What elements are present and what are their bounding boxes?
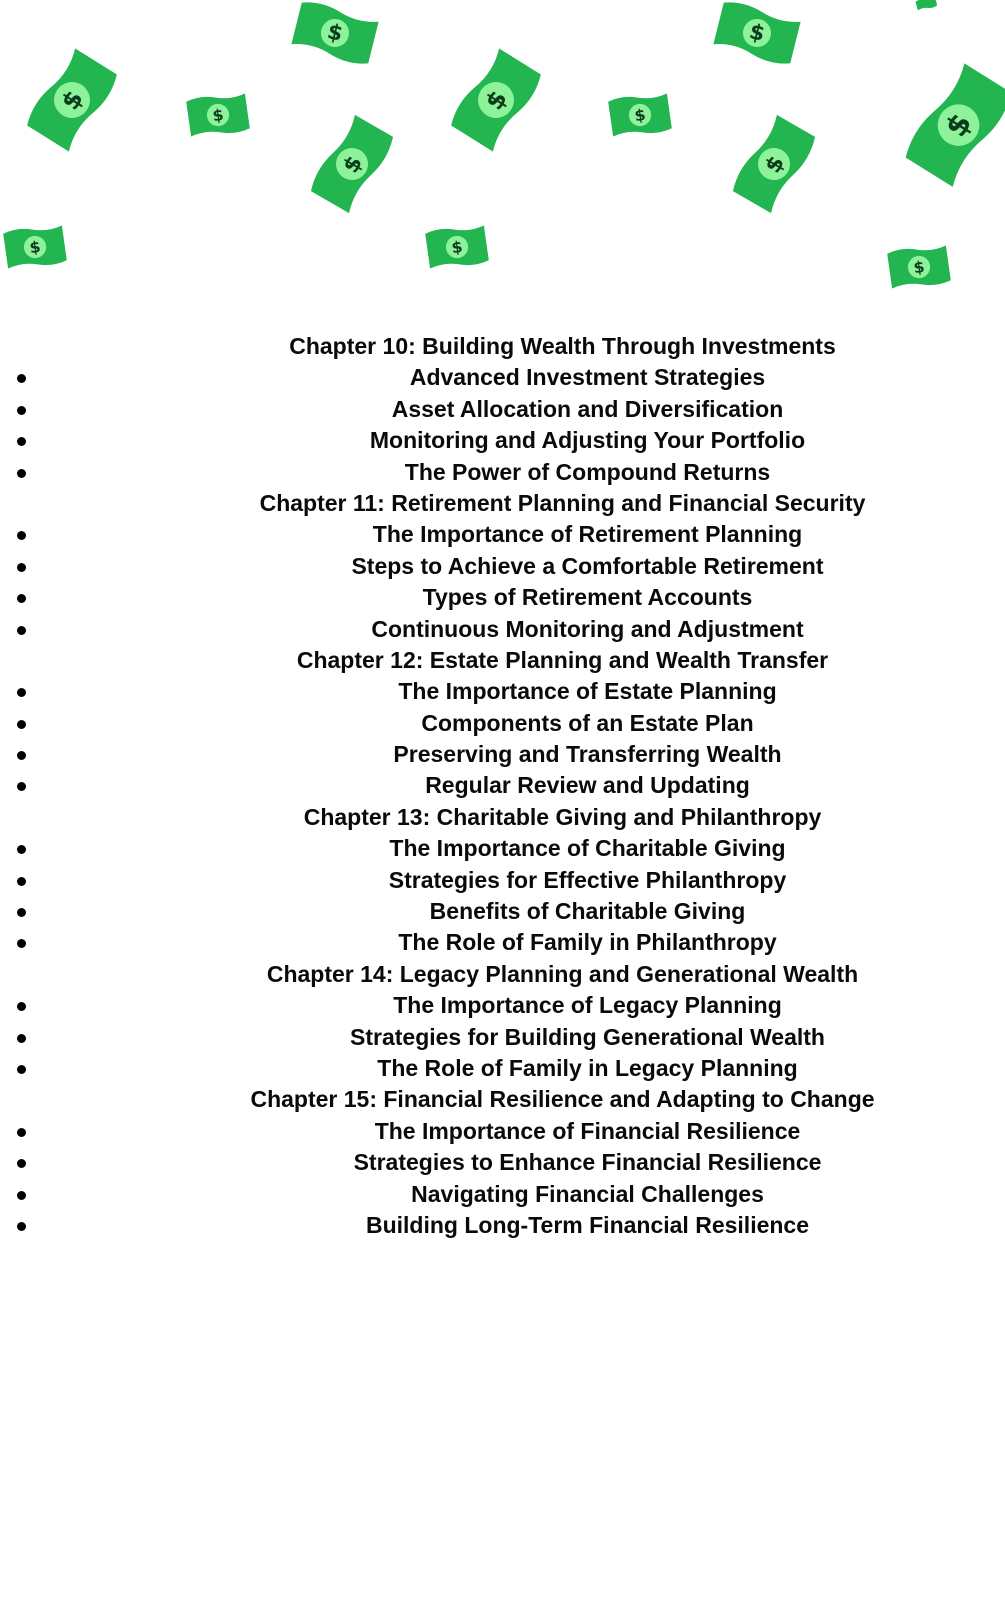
bullet-icon [17,626,26,635]
toc-list-item [0,770,1005,801]
toc-list-item [0,1210,1005,1241]
bullet-icon [17,845,26,854]
dollar-bill-icon [444,48,548,152]
bullet-icon [17,751,26,760]
chapter-heading: Chapter 10: Building Wealth Through Investments [289,333,836,359]
toc-list-item [0,896,1005,927]
toc-list-item [0,425,1005,456]
dollar-bill-icon [902,52,1005,192]
svg-text:$: $ [28,236,42,258]
toc-item-label: The Role of Family in Legacy Planning [377,1054,798,1081]
toc-list-item [0,1022,1005,1053]
toc-item-label: Steps to Achieve a Comfortable Retirement [351,552,824,579]
toc-item-label: Types of Retirement Accounts [422,584,753,611]
svg-text:$: $ [211,104,225,126]
toc-list-item [0,990,1005,1021]
bullet-icon [17,469,26,478]
toc-list-item [0,614,1005,645]
toc-item-label: The Importance of Legacy Planning [393,992,782,1019]
dollar-bill-icon [606,90,674,140]
toc-list-item [0,739,1005,770]
bullet-icon [17,374,26,383]
toc-item-label: The Importance of Charitable Giving [389,835,786,862]
svg-text:$: $ [338,151,368,178]
svg-text:$: $ [324,19,346,48]
dollar-bill-icon [184,90,252,140]
toc-list-item [0,1147,1005,1178]
toc-item-label: Strategies to Enhance Financial Resilience [353,1149,822,1176]
chapter-heading: Chapter 13: Charitable Giving and Philanthropy [303,803,822,830]
bullet-icon [17,1034,26,1043]
toc-item-label: Advanced Investment Strategies [409,364,766,391]
svg-text:$: $ [55,85,89,115]
toc-list-item [0,582,1005,613]
bullet-icon [17,406,26,415]
bullet-icon [17,1002,26,1011]
svg-text:$: $ [479,85,513,115]
toc-item-label: Preserving and Transferring Wealth [393,741,782,768]
toc-list-item [0,708,1005,739]
dollar-bill-icon [704,0,810,66]
bullet-icon [17,939,26,948]
bullet-icon [17,437,26,446]
bullet-icon [17,563,26,572]
bullet-icon [17,1191,26,1200]
bullet-icon [17,720,26,729]
toc-item-label: Strategies for Building Generational Wealth [350,1023,825,1050]
toc-item-label: Components of an Estate Plan [421,709,754,736]
bullet-icon [17,594,26,603]
toc-item-label: The Role of Family in Philanthropy [398,929,777,956]
bullet-icon [17,1065,26,1074]
chapter-heading: Chapter 11: Retirement Planning and Financial Security [259,489,866,516]
dollar-bill-icon [0,222,70,272]
dollar-bill-icon [732,112,816,216]
bullet-icon [17,908,26,917]
bullet-icon [17,877,26,886]
svg-text:$: $ [633,104,647,126]
toc-list-item [0,1053,1005,1084]
svg-text:$: $ [760,151,790,178]
svg-text:$: $ [746,19,768,48]
bullet-icon [17,1159,26,1168]
dollar-bill-icon [422,222,492,272]
chapter-heading: Chapter 12: Estate Planning and Wealth Transfer [296,646,829,673]
dollar-bill-icon [282,0,388,66]
toc-list-item [0,457,1005,488]
dollar-bill-icon [310,112,394,216]
dollar-bill-icon [905,0,949,12]
svg-text:$: $ [450,236,464,258]
svg-text:$: $ [912,256,926,278]
toc-item-label: Asset Allocation and Diversification [391,395,784,422]
bullet-icon [17,1222,26,1231]
toc-item-label: Navigating Financial Challenges [411,1180,764,1207]
bullet-icon [17,688,26,697]
table-of-contents [0,331,1005,1241]
bullet-icon [17,531,26,540]
toc-list-item [0,833,1005,864]
bullet-icon [17,782,26,791]
toc-list-item [0,551,1005,582]
toc-item-label: Continuous Monitoring and Adjustment [371,615,804,642]
toc-list-item [0,927,1005,958]
toc-item-label: Strategies for Effective Philanthropy [388,866,787,893]
toc-item-label: The Importance of Estate Planning [398,678,777,705]
dollar-bill-icon [884,242,954,292]
toc-item-label: The Importance of Financial Resilience [374,1117,801,1144]
falling-money-decoration [0,0,1005,310]
toc-item-label: Monitoring and Adjusting Your Portfolio [369,427,806,454]
toc-list-item [0,676,1005,707]
toc-list-item [0,1116,1005,1147]
toc-list-item [0,519,1005,550]
toc-item-label: Building Long-Term Financial Resilience [365,1211,810,1238]
toc-list-item [0,362,1005,393]
bullet-icon [17,1128,26,1137]
toc-item-label: Benefits of Charitable Giving [429,898,746,925]
chapter-heading: Chapter 15: Financial Resilience and Adapting to Change [250,1086,875,1113]
svg-text:$: $ [938,107,980,144]
toc-list-item [0,394,1005,425]
chapter-heading: Chapter 14: Legacy Planning and Generational Wealth [266,960,859,987]
dollar-bill-icon [20,48,124,152]
toc-item-label: Regular Review and Updating [425,772,750,799]
toc-item-label: The Power of Compound Returns [404,458,771,485]
toc-item-label: The Importance of Retirement Planning [372,521,803,548]
toc-list-item [0,865,1005,896]
toc-list-item [0,1179,1005,1210]
